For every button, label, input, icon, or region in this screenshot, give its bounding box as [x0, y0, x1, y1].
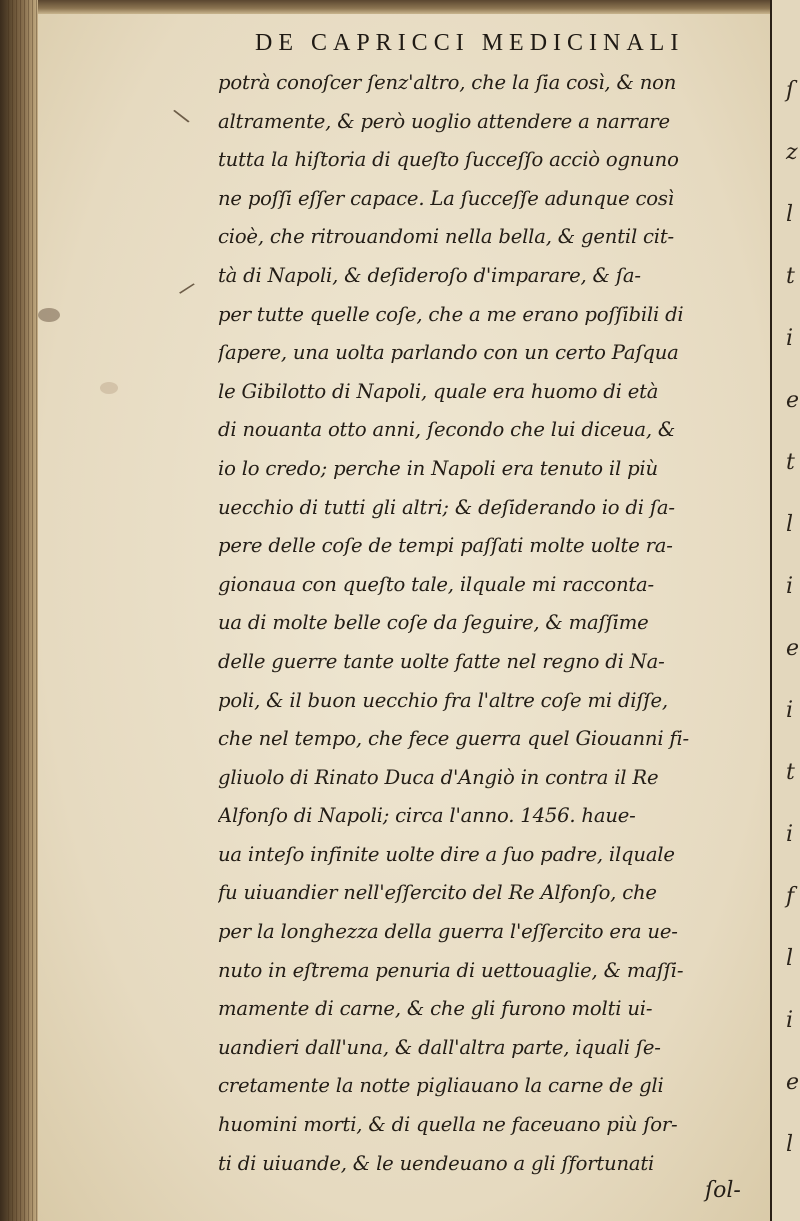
- text-line: ti di uiuande, & le uendeuano a gli ſfortunati: [218, 1151, 655, 1175]
- facing-glyph: i: [786, 326, 794, 351]
- text-line: per tutte quelle coſe, che a me erano poſſibili di: [218, 302, 684, 326]
- text-line: ua inteſo infinite uolte dire a ſuo padre, ilquale: [218, 842, 675, 866]
- facing-glyph: i: [786, 698, 794, 723]
- facing-glyph: e: [786, 388, 800, 413]
- facing-glyph: z: [786, 140, 798, 165]
- text-line: di nouanta otto anni, ſecondo che lui diceua, &: [218, 418, 676, 442]
- text-line: io lo credo; perche in Napoli era tenuto il più: [218, 456, 658, 480]
- text-line: tà di Napoli, & deſideroſo d'imparare, & ſa-: [218, 263, 641, 287]
- text-line: per la longhezza della guerra l'eſſercito era ue-: [218, 920, 678, 944]
- page-top-edge: [38, 0, 800, 14]
- body-text: [218, 64, 773, 1183]
- facing-glyph: e: [786, 636, 800, 661]
- facing-glyph: f: [786, 884, 795, 909]
- text-line: gliuolo di Rinato Duca d'Angiò in contra il Re: [218, 765, 659, 789]
- margin-mark: /: [177, 276, 198, 300]
- facing-glyph: l: [786, 512, 794, 537]
- text-line: ua di molte belle coſe da ſeguire, & maſſime: [218, 611, 649, 635]
- facing-glyph: i: [786, 574, 794, 599]
- facing-page-text: [786, 60, 800, 1176]
- text-line: potrà conoſcer ſenz'altro, che la ſia così, & non: [218, 71, 677, 94]
- facing-glyph: i: [786, 1008, 794, 1033]
- facing-glyph: t: [786, 450, 795, 475]
- book-spine-edge: [0, 0, 40, 1221]
- margin-mark: \: [171, 104, 192, 129]
- text-line: Alfonſo di Napoli; circa l'anno. 1456. haue-: [218, 804, 636, 828]
- text-line: ſapere, una uolta parlando con un certo Paſqua: [218, 341, 679, 365]
- facing-glyph: i: [786, 822, 794, 847]
- text-line: cretamente la notte pigliauano la carne de gli: [218, 1074, 664, 1098]
- text-line: altramente, & però uoglio attendere a narrare: [218, 109, 670, 133]
- facing-glyph: ſ: [786, 78, 795, 103]
- text-line: poli, & il buon uecchio fra l'altre coſe mi diſſe,: [218, 688, 668, 712]
- text-line: che nel tempo, che fece guerra quel Giouanni fi-: [218, 727, 689, 751]
- text-line: ne poſſi eſſer capace. La ſucceſſe adunque così: [218, 186, 674, 210]
- facing-glyph: l: [786, 946, 794, 971]
- text-line: pere delle coſe de tempi paſſati molte uolte ra-: [218, 534, 673, 558]
- facing-glyph: l: [786, 1132, 794, 1157]
- text-line: delle guerre tante uolte fatte nel regno di Na-: [218, 649, 665, 673]
- facing-glyph: e: [786, 1070, 800, 1095]
- text-line: huomini morti, & di quella ne faceuano più ſor-: [218, 1113, 678, 1137]
- text-line: mamente di carne, & che gli furono molti ui-: [218, 997, 653, 1021]
- running-header: DE CAPRICCI MEDICINALI: [255, 30, 685, 56]
- paper-stain: [100, 382, 118, 394]
- facing-glyph: l: [786, 202, 794, 227]
- text-line: nuto in eſtrema penuria di uettouaglie, & maſſi-: [218, 958, 684, 982]
- facing-glyph: t: [786, 264, 795, 289]
- text-line: le Gibilotto di Napoli, quale era huomo di età: [218, 379, 659, 403]
- facing-glyph: t: [786, 760, 795, 785]
- text-line: tutta la hiſtoria di queſto ſucceſſo acciò ognuno: [218, 148, 679, 172]
- text-line: gionaua con queſto tale, ilquale mi racconta-: [218, 572, 654, 596]
- ink-blot: [38, 308, 60, 322]
- text-line: cioè, che ritrouandomi nella bella, & gentil cit-: [218, 225, 674, 249]
- text-line: uecchio di tutti gli altri; & deſiderando io di ſa-: [218, 495, 675, 519]
- text-line: fu uiuandier nell'eſſercito del Re Alfonſo, che: [218, 881, 657, 905]
- text-line: uandieri dall'una, & dall'altra parte, iquali ſe-: [218, 1035, 661, 1059]
- catchword: ſol-: [705, 1178, 741, 1203]
- page-edges: [8, 0, 38, 1221]
